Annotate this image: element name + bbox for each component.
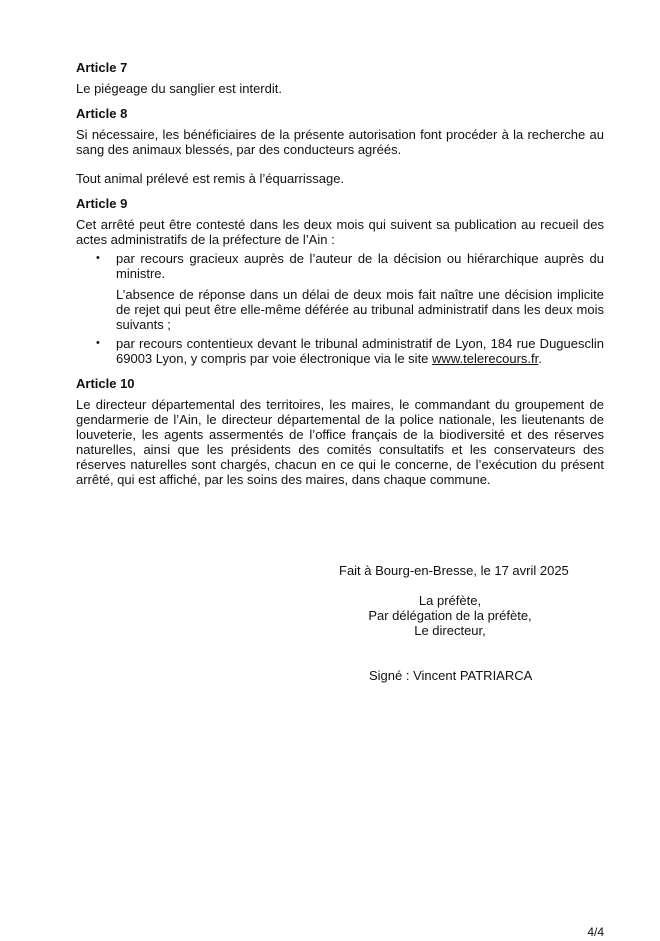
telerecours-link[interactable]: www.telerecours.fr (432, 351, 539, 366)
article-8-text-1: Si nécessaire, les bénéficiaires de la présente autorisation font procéder à la recherche au sang des animaux blessés, par des conducteurs agréés. (76, 127, 604, 157)
signature-name: Signé : Vincent PATRIARCA (369, 668, 533, 683)
bullet-icon: • (96, 337, 100, 349)
list-item (76, 251, 604, 332)
article-9-intro: Cet arrêté peut être contesté dans les deux mois qui suivent sa publication au recueil des actes administratifs de la préfecture de l’Ain : (76, 217, 604, 247)
signature-place-date: Fait à Bourg-en-Bresse, le 17 avril 2025 (339, 563, 569, 578)
article-9-title: Article 9 (76, 196, 128, 211)
bullet-1-text: par recours gracieux auprès de l’auteur de la décision ou hiérarchique auprès du ministre. (116, 251, 604, 281)
article-10-title: Article 10 (76, 376, 135, 391)
signature-block (340, 593, 560, 638)
signature-line-2: Par délégation de la préfète, (368, 608, 532, 623)
article-7-title: Article 7 (76, 60, 128, 75)
article-9-list (76, 251, 604, 366)
article-8-text-2: Tout animal prélevé est remis à l’équarrissage. (76, 171, 345, 186)
page-number: 4/4 (587, 925, 604, 939)
article-10-text: Le directeur départemental des territoires, les maires, le commandant du groupement de gendarmerie de l’Ain, le directeur départemental de la police nationale, les lieutenants de louveterie, les agents assermentés de l’office français de la biodiversité et des réserves naturelles, ainsi que les présidents des comités consultatifs et les conservateurs des réserves naturelles sont chargés, chacun en ce qui le concerne, de l’exécution du présent arrêté, qui est affiché, par les soins des maires, dans chaque commune. (76, 397, 604, 487)
bullet-icon: • (96, 252, 100, 264)
document-body (76, 60, 604, 487)
bullet-2-end: . (538, 351, 542, 366)
list-item (76, 336, 604, 366)
bullet-2-text: par recours contentieux devant le tribunal administratif de Lyon, 184 rue Duguesclin 69003 Lyon, y compris par voie électronique via le site (116, 336, 604, 366)
signature-line-3: Le directeur, (414, 623, 486, 638)
signature-line-1: La préfète, (418, 593, 482, 608)
article-7-text: Le piégeage du sanglier est interdit. (76, 81, 282, 96)
article-8-title: Article 8 (76, 106, 128, 121)
bullet-1-subtext: L’absence de réponse dans un délai de deux mois fait naître une décision implicite de rejet qui peut être elle-même déférée au tribunal administratif dans les deux mois suivants ; (116, 287, 604, 332)
